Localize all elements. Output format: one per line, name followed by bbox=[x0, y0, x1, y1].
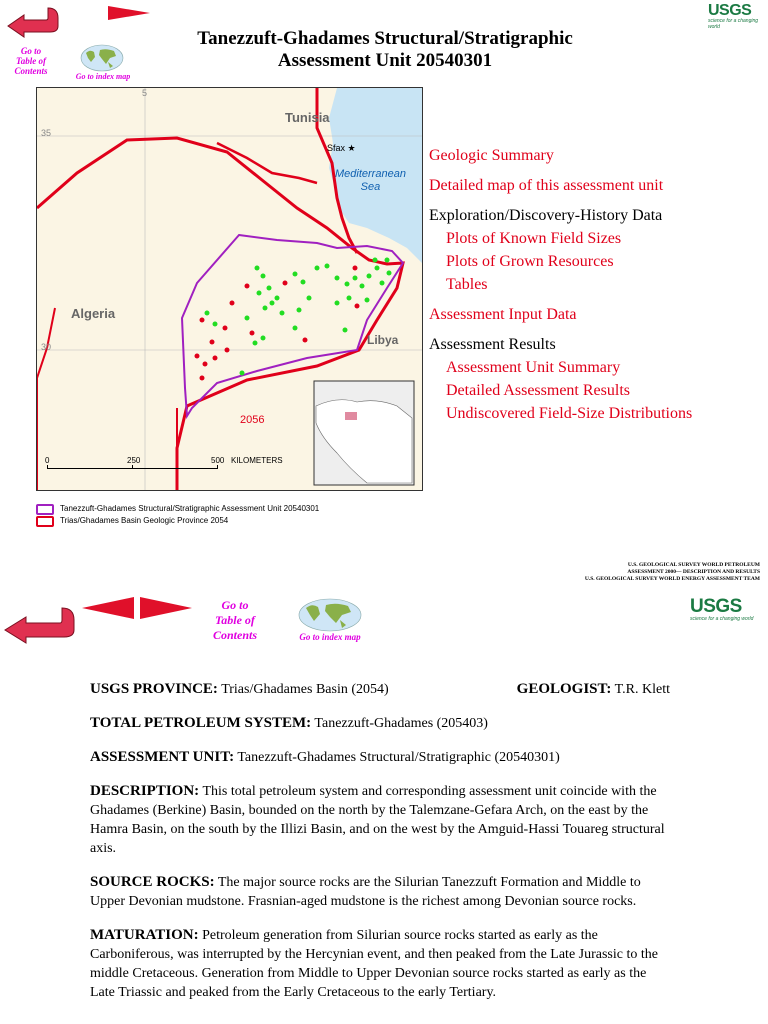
link-plots-grown-resources[interactable]: Plots of Grown Resources bbox=[446, 253, 614, 270]
toc-line-2: Table of bbox=[16, 56, 46, 66]
label-sfax: Sfax ★ bbox=[327, 143, 356, 153]
assessment-results-heading: Assessment Results bbox=[429, 336, 556, 353]
legend-row-province: Trias/Ghadames Basin Geologic Province 2054 bbox=[36, 515, 319, 527]
usgs-logo-text-2: USGS bbox=[690, 596, 742, 617]
usgs-logo-text: USGS bbox=[708, 2, 752, 19]
description-paragraph: DESCRIPTION: This total petroleum system and corresponding assessment unit coincide with the Ghadames (Berkine) Basin, bounded on the north by the Talemzane-Gefara Arch, on the east by the Hamra Basin, on the south by the Illizi Basin, and on the west by the Amguid-Hassi Touareg structural axis. bbox=[90, 783, 665, 856]
index-map-link[interactable]: Go to index map bbox=[75, 72, 131, 81]
link-assessment-input-data[interactable]: Assessment Input Data bbox=[429, 306, 577, 323]
link-plots-known-field-sizes[interactable]: Plots of Known Field Sizes bbox=[446, 230, 622, 247]
world-map-icon-2[interactable] bbox=[298, 598, 362, 632]
link-tables[interactable]: Tables bbox=[446, 276, 488, 293]
link-undiscovered-field-size[interactable]: Undiscovered Field-Size Distributions bbox=[446, 405, 693, 422]
usgs-tagline-2: science for a changing world bbox=[690, 616, 754, 622]
assessment-unit: ASSESSMENT UNIT: Tanezzuft-Ghadames Structural/Stratigraphic (20540301) bbox=[90, 749, 560, 765]
assessment-description bbox=[90, 680, 670, 1017]
next-page-arrow-icon[interactable] bbox=[108, 6, 150, 20]
purple-swatch-icon bbox=[36, 504, 54, 515]
toc-line-1: Go to bbox=[20, 46, 42, 56]
prev-arrow-icon bbox=[82, 597, 134, 619]
assessment-unit-map[interactable] bbox=[36, 87, 423, 491]
discovered-fields-red bbox=[195, 266, 360, 381]
exploration-heading: Exploration/Discovery-History Data bbox=[429, 207, 663, 224]
next-arrow-icon bbox=[140, 597, 192, 619]
province-geologist-row: USGS PROVINCE: Trias/Ghadames Basin (2054) GEOLOGIST: T.R. Klett bbox=[90, 681, 670, 697]
red-swatch-icon bbox=[36, 516, 54, 527]
link-detailed-map[interactable]: Detailed map of this assessment unit bbox=[429, 177, 664, 194]
link-assessment-unit-summary[interactable]: Assessment Unit Summary bbox=[446, 359, 621, 376]
label-lat-30: 30 bbox=[41, 342, 52, 352]
total-petroleum-system: TOTAL PETROLEUM SYSTEM: Tanezzuft-Ghadames (205403) bbox=[90, 715, 488, 731]
table-of-contents-link[interactable] bbox=[6, 46, 56, 76]
table-of-contents-link-2[interactable]: Go to Table of Contents bbox=[212, 598, 257, 642]
navigation-links bbox=[429, 144, 759, 425]
maturation-paragraph: MATURATION: Petroleum generation from Silurian source rocks started as early as the Carboniferous, was interrupted by the Hercynian event, and then peaked from the Late Jurassic to the middle Cretaceous. Generation from Middle to Upper Devonian source rocks started as early as the Late Triassic and peaked from the Early Cretaceous to the early Tertiary. bbox=[90, 927, 658, 1000]
index-map-link-2[interactable]: Go to index map bbox=[299, 632, 361, 642]
label-mediterranean-sea: Mediterranean Sea bbox=[335, 168, 406, 193]
world-map-icon[interactable] bbox=[80, 44, 124, 72]
usgs-logo[interactable] bbox=[708, 2, 768, 30]
label-lon-5: 5 bbox=[142, 88, 148, 98]
source-rocks-paragraph: SOURCE ROCKS: The major source rocks are the Silurian Tanezzuft Formation and Middle to Upper Devonian mudstone. Frasnian-aged mudstone is the richest among Devonian source rocks. bbox=[90, 874, 641, 909]
link-geologic-summary[interactable]: Geologic Summary bbox=[429, 147, 554, 164]
back-arrow-icon[interactable] bbox=[4, 4, 60, 38]
discovered-fields-green bbox=[205, 258, 392, 376]
usgs-assessment-note: U.S. GEOLOGICAL SURVEY WORLD PETROLEUM ASSESSMENT 2000— DESCRIPTION AND RESULTS U.S. GEOLOGICAL SURVEY WORLD ENERGY ASSESSMENT TEAM bbox=[584, 562, 760, 582]
label-lat-35: 35 bbox=[41, 128, 52, 138]
prev-next-arrows-icon[interactable] bbox=[82, 597, 192, 619]
scale-bar: 0 250 500 KILOMETERS bbox=[45, 456, 225, 476]
usgs-logo-2[interactable] bbox=[690, 596, 753, 622]
label-province-2056: 2056 bbox=[240, 414, 265, 426]
usgs-tagline: science for a changing world bbox=[708, 18, 759, 30]
map-graphic bbox=[37, 88, 422, 490]
legend-row-assessment-unit: Tanezzuft-Ghadames Structural/Stratigraphic Assessment Unit 20540301 bbox=[36, 503, 319, 515]
page-title: Tanezzuft-Ghadames Structural/Stratigraphic Assessment Unit 20540301 bbox=[197, 28, 573, 71]
label-tunisia: Tunisia bbox=[285, 110, 330, 125]
map-legend bbox=[36, 503, 319, 527]
label-algeria: Algeria bbox=[71, 306, 116, 321]
link-detailed-assessment-results[interactable]: Detailed Assessment Results bbox=[446, 382, 630, 399]
label-libya: Libya bbox=[367, 333, 399, 347]
toc-line-3: Contents bbox=[14, 66, 48, 76]
back-arrow-icon-2[interactable] bbox=[2, 604, 76, 644]
